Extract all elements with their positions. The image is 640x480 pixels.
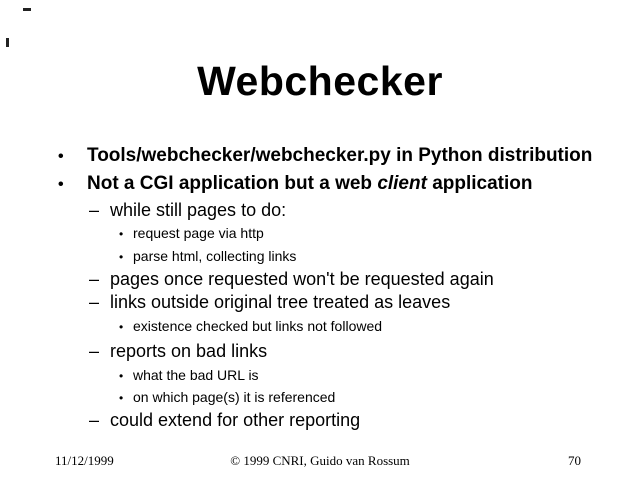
bullet-icon: • xyxy=(119,369,124,383)
sub-sub-bullet-text: existence checked but links not followed xyxy=(133,318,383,334)
sub-sub-bullet-text: what the bad URL is xyxy=(133,367,259,383)
sub-sub-bullet-item xyxy=(0,224,640,243)
footer-date: 11/12/1999 xyxy=(55,453,114,468)
sub-bullet-text: links outside original tree treated as leaves xyxy=(110,292,451,312)
sub-sub-bullet-text: request page via http xyxy=(133,225,264,241)
bullet-item xyxy=(0,172,640,197)
sub-sub-bullet-item xyxy=(0,388,640,407)
bullet-icon: • xyxy=(119,250,124,264)
sub-bullet-item xyxy=(0,409,640,431)
dash-icon: – xyxy=(89,200,100,220)
bullet-text: Tools/webchecker/webchecker.py in Python distribution xyxy=(87,145,593,166)
scan-artifact xyxy=(23,8,31,11)
bullet-text-italic: client xyxy=(377,173,427,194)
sub-bullet-item xyxy=(0,340,640,362)
sub-bullet-text: while still pages to do: xyxy=(110,200,287,220)
bullet-icon: • xyxy=(58,148,64,165)
sub-sub-bullet-item xyxy=(0,317,640,336)
footer-copyright: © 1999 CNRI, Guido van Rossum xyxy=(230,453,410,468)
sub-bullet-text: pages once requested won't be requested again xyxy=(110,269,494,289)
dash-icon: – xyxy=(89,410,100,430)
sub-bullet-item xyxy=(0,199,640,221)
footer-page-number: 70 xyxy=(568,453,581,468)
sub-sub-bullet-text: on which page(s) it is referenced xyxy=(133,389,336,405)
sub-bullet-item xyxy=(0,268,640,290)
bullet-item xyxy=(0,144,640,169)
sub-bullet-item xyxy=(0,291,640,313)
bullet-icon: • xyxy=(58,176,64,193)
bullet-icon: • xyxy=(119,227,124,241)
sub-sub-bullet-text: parse html, collecting links xyxy=(133,248,297,264)
dash-icon: – xyxy=(89,292,100,312)
scan-artifact xyxy=(6,38,9,47)
slide-title: Webchecker xyxy=(197,58,443,104)
sub-bullet-text: could extend for other reporting xyxy=(110,410,361,430)
dash-icon: – xyxy=(89,341,100,361)
dash-icon: – xyxy=(89,269,100,289)
sub-bullet-text: reports on bad links xyxy=(110,341,268,361)
sub-sub-bullet-item xyxy=(0,366,640,385)
bullet-text: application xyxy=(426,173,533,194)
bullet-text: Not a CGI application but a web xyxy=(87,173,378,194)
bullet-icon: • xyxy=(119,391,124,405)
sub-sub-bullet-item xyxy=(0,247,640,266)
bullet-icon: • xyxy=(119,320,124,334)
